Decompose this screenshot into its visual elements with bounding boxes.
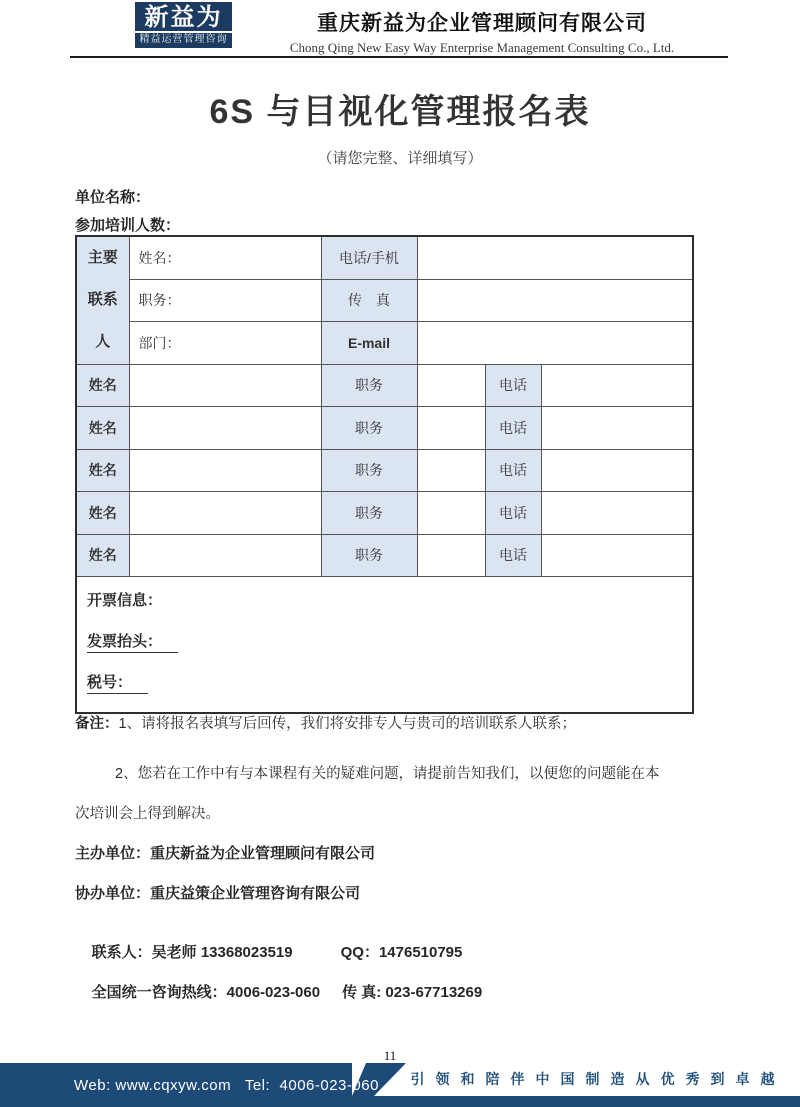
attendee-name-label: 姓名	[76, 491, 129, 534]
hotline-number: 全国统一咨询热线：4006-023-060	[91, 984, 321, 1001]
email-input-cell[interactable]	[417, 321, 693, 364]
phone-mobile-header: 电话/手机	[321, 236, 417, 279]
company-name-en: Chong Qing New Easy Way Enterprise Management Consulting Co., Ltd.	[289, 40, 675, 55]
attendee-name-label: 姓名	[76, 449, 129, 491]
unit-name-label: 单位名称：	[75, 189, 151, 206]
page-number: 11	[383, 1048, 397, 1063]
attendee-row	[76, 491, 693, 534]
header-company-block	[237, 7, 727, 56]
attendee-phone-input[interactable]	[541, 449, 693, 491]
attendee-phone-label: 电话	[485, 491, 541, 534]
attendee-title-input[interactable]	[417, 406, 485, 449]
attendee-title-input[interactable]	[417, 491, 485, 534]
fax-input-cell[interactable]	[417, 279, 693, 321]
note-line-2: 2、您若在工作中有与本课程有关的疑难问题，请提前告知我们，以便您的问题能在本	[115, 766, 660, 782]
attendee-row	[76, 406, 693, 449]
footer-bottom-strip	[0, 1096, 800, 1107]
registration-table	[75, 235, 694, 714]
footer-web-tel: Web: www.cqxyw.com Tel: 4006-023-060	[74, 1077, 379, 1094]
attendee-phone-label: 电话	[485, 364, 541, 406]
co-organizer-line: 协办单位：重庆益策企业管理咨询有限公司	[75, 885, 361, 902]
attendee-title-label: 职务	[321, 406, 417, 449]
attendee-title-label: 职务	[321, 449, 417, 491]
attendee-name-input[interactable]	[129, 364, 321, 406]
contact-qq: QQ：1476510795	[340, 944, 463, 961]
attendee-name-label: 姓名	[76, 364, 129, 406]
attendee-phone-input[interactable]	[541, 406, 693, 449]
attendee-phone-input[interactable]	[541, 491, 693, 534]
page-footer	[0, 1063, 800, 1107]
attendee-name-input[interactable]	[129, 449, 321, 491]
phone-mobile-input-cell[interactable]	[417, 236, 693, 279]
billing-section[interactable]	[76, 576, 693, 713]
form-subtitle: （请您完整、详细填写）	[317, 150, 483, 167]
attendee-row	[76, 364, 693, 406]
attendee-title-label: 职务	[321, 491, 417, 534]
attendee-phone-label: 电话	[485, 449, 541, 491]
attendee-title-input[interactable]	[417, 534, 485, 576]
contact-title-label: 职务：	[129, 279, 321, 321]
attendee-title-input[interactable]	[417, 449, 485, 491]
attendee-name-input[interactable]	[129, 534, 321, 576]
attendee-title-input[interactable]	[417, 364, 485, 406]
contact-name-label: 姓名：	[129, 236, 321, 279]
attendee-phone-label: 电话	[485, 406, 541, 449]
attendee-name-label: 姓名	[76, 406, 129, 449]
attendee-name-label: 姓名	[76, 534, 129, 576]
logo-wordmark: 新益为	[135, 2, 232, 33]
attendee-name-input[interactable]	[129, 491, 321, 534]
attendee-title-label: 职务	[321, 364, 417, 406]
email-header: E-mail	[321, 321, 417, 364]
note-line-1: 备注：1、请将报名表填写后回传，我们将安排专人与贵司的培训联系人联系；	[75, 716, 577, 732]
attendee-phone-label: 电话	[485, 534, 541, 576]
fax-number: 传 真: 023-67713269	[342, 984, 483, 1001]
billing-info-label: 开票信息：	[87, 591, 163, 609]
form-title: 6S 与目视化管理报名表	[209, 93, 591, 131]
header-divider	[70, 56, 728, 58]
host-organizer-line: 主办单位：重庆新益为企业管理顾问有限公司	[75, 845, 376, 862]
attendee-phone-input[interactable]	[541, 364, 693, 406]
attendee-row	[76, 449, 693, 491]
attendee-name-input[interactable]	[129, 406, 321, 449]
trainee-count-label: 参加培训人数：	[75, 217, 181, 234]
attendee-title-label: 职务	[321, 534, 417, 576]
invoice-title-label: 发票抬头：	[87, 633, 178, 653]
logo-tagline: 精益运营管理咨询	[139, 34, 228, 45]
contact-person: 联系人：吴老师 13368023519	[91, 944, 293, 961]
tax-id-label: 税号：	[87, 674, 148, 694]
company-logo	[135, 2, 232, 48]
primary-contact-group-label: 主要 联系 人	[76, 236, 129, 364]
fax-header: 传 真	[321, 279, 417, 321]
note-line-3: 次培训会上得到解决。	[75, 806, 220, 822]
attendee-phone-input[interactable]	[541, 534, 693, 576]
footer-slogan: 引领和陪伴中国制造从优秀到卓越	[410, 1071, 786, 1087]
attendee-row	[76, 534, 693, 576]
hotline-line	[75, 964, 482, 1019]
company-name-cn: 重庆新益为企业管理顾问有限公司	[317, 12, 647, 35]
note-label: 备注：	[75, 716, 119, 732]
contact-department-label: 部门：	[129, 321, 321, 364]
